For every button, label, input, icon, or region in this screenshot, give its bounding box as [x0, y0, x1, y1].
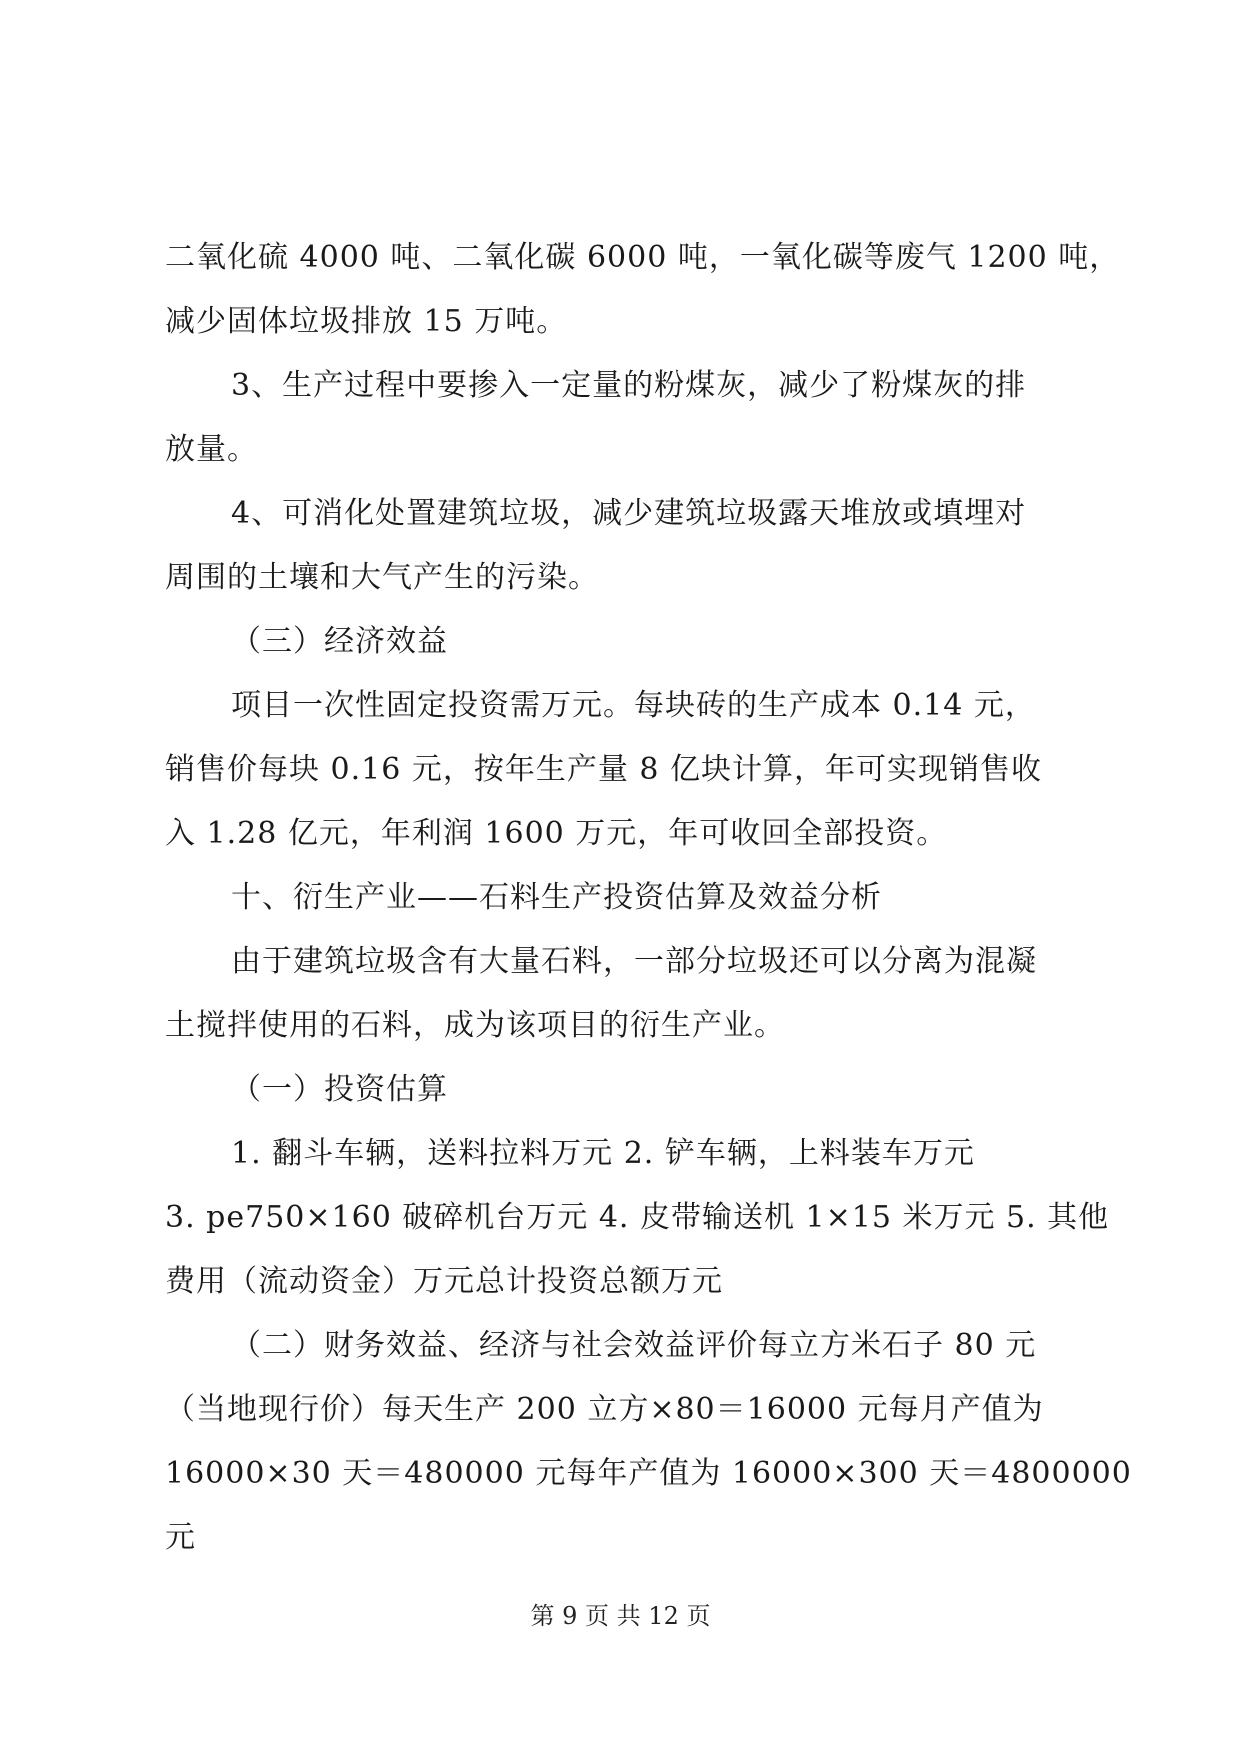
text-line: 土搅拌使用的石料，成为该项目的衍生产业。 [165, 1008, 785, 1043]
text-line: 周围的土壤和大气产生的污染。 [165, 560, 599, 595]
text-line: 销售价每块 0.16 元，按年生产量 8 亿块计算，年可实现销售收 [165, 752, 1043, 787]
text-line: 元 [165, 1520, 196, 1555]
page-number-footer: 第 9 页 共 12 页 [530, 1602, 711, 1630]
section-heading: 十、衍生产业——石料生产投资估算及效益分析 [231, 880, 882, 915]
section-heading: （三）经济效益 [231, 624, 448, 659]
section-heading: （一）投资估算 [231, 1072, 448, 1107]
text-line: 项目一次性固定投资需万元。每块砖的生产成本 0.14 元， [231, 688, 1036, 723]
document-body [165, 226, 1132, 1570]
text-line: 16000×30 天＝480000 元每年产值为 16000×300 天＝4800000 [165, 1456, 1132, 1491]
text-line: 3. pe750×160 破碎机台万元 4. 皮带输送机 1×15 米万元 5. 其他 [165, 1200, 1110, 1235]
text-line: 3、生产过程中要掺入一定量的粉煤灰，减少了粉煤灰的排 [231, 368, 1027, 403]
text-line: 1. 翻斗车辆，送料拉料万元 2. 铲车辆，上料装车万元 [231, 1136, 975, 1171]
text-line: （当地现行价）每天生产 200 立方×80＝16000 元每月产值为 [165, 1392, 1044, 1427]
text-line: 由于建筑垃圾含有大量石料，一部分垃圾还可以分离为混凝 [231, 944, 1037, 979]
text-line: （二）财务效益、经济与社会效益评价每立方米石子 80 元 [231, 1328, 1037, 1363]
text-line: 二氧化硫 4000 吨、二氧化碳 6000 吨，一氧化碳等废气 1200 吨， [165, 240, 1121, 275]
text-line: 4、可消化处置建筑垃圾，减少建筑垃圾露天堆放或填埋对 [231, 496, 1027, 531]
text-line: 放量。 [165, 432, 258, 467]
text-line: 费用（流动资金）万元总计投资总额万元 [165, 1264, 723, 1299]
text-line: 入 1.28 亿元，年利润 1600 万元，年可收回全部投资。 [165, 816, 948, 851]
text-line: 减少固体垃圾排放 15 万吨。 [165, 304, 568, 339]
